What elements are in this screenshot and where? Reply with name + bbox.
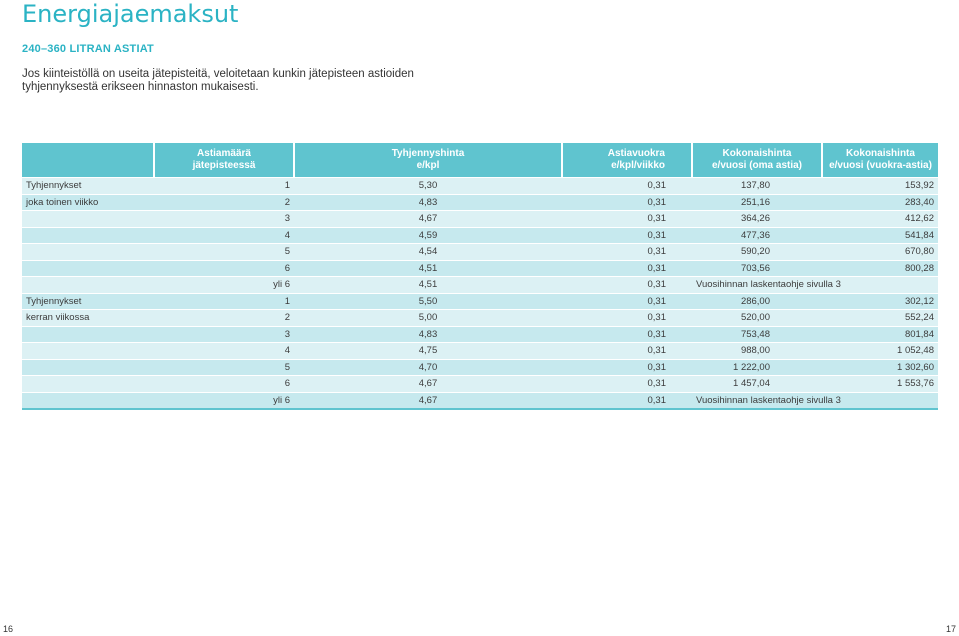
total-own-cell: 477,36 [692,227,822,244]
note-cell: Vuosihinnan laskentaohje sivulla 3 [692,392,938,409]
container-rent-cell: 0,31 [562,359,692,376]
total-own-cell: 364,26 [692,211,822,228]
table-row [22,343,938,360]
container-rent-cell: 0,31 [562,227,692,244]
section-subtitle: 240–360 LITRAN ASTIAT [22,43,154,55]
total-own-cell: 753,48 [692,326,822,343]
total-own-cell: 286,00 [692,293,822,310]
total-rent-cell: 552,24 [822,310,938,327]
table-row [22,359,938,376]
emptying-price-cell: 4,51 [294,277,562,294]
total-own-cell: 1 222,00 [692,359,822,376]
emptying-price-cell: 4,70 [294,359,562,376]
emptying-price-cell: 5,00 [294,310,562,327]
table-row [22,211,938,228]
header-line: jätepisteessä [192,160,256,171]
table-row [22,293,938,310]
page-number-right: 17 [945,624,956,634]
fee-table [22,143,938,410]
header-line: e/vuosi (oma astia) [711,160,803,171]
header-total-rent [822,143,938,178]
header-container-rent [562,143,692,178]
header-line: e/vuosi (vuokra-astia) [829,160,932,171]
container-count-cell: 4 [154,343,294,360]
container-count-cell: 3 [154,326,294,343]
emptying-price-cell: 4,75 [294,343,562,360]
container-count-cell: 6 [154,376,294,393]
header-emptying-price [294,143,562,178]
row-label-cell [22,343,154,360]
container-count-cell: 2 [154,194,294,211]
container-rent-cell: 0,31 [562,178,692,195]
total-rent-cell: 283,40 [822,194,938,211]
container-rent-cell: 0,31 [562,343,692,360]
emptying-price-cell: 4,59 [294,227,562,244]
container-rent-cell: 0,31 [562,260,692,277]
header-line: Astiavuokra [607,148,665,159]
row-label-cell: Tyhjennykset [22,293,154,310]
container-rent-cell: 0,31 [562,211,692,228]
table-row [22,244,938,261]
total-rent-cell: 1 052,48 [822,343,938,360]
total-rent-cell: 800,28 [822,260,938,277]
emptying-price-cell: 5,30 [294,178,562,195]
total-rent-cell: 153,92 [822,178,938,195]
header-line: Kokonaishinta [722,148,792,159]
emptying-price-cell: 4,67 [294,392,562,409]
row-label-cell: joka toinen viikko [22,194,154,211]
container-rent-cell: 0,31 [562,293,692,310]
table-row [22,260,938,277]
row-label-cell [22,359,154,376]
table-row [22,178,938,195]
container-rent-cell: 0,31 [562,194,692,211]
container-count-cell: 1 [154,293,294,310]
row-label-cell [22,277,154,294]
container-count-cell: 4 [154,227,294,244]
header-line: e/kpl [416,160,440,171]
container-count-cell: yli 6 [154,392,294,409]
header-empty [22,143,154,178]
emptying-price-cell: 4,67 [294,376,562,393]
container-count-cell: 3 [154,211,294,228]
total-own-cell: 137,80 [692,178,822,195]
emptying-price-cell: 4,54 [294,244,562,261]
total-own-cell: 703,56 [692,260,822,277]
row-label-cell [22,227,154,244]
container-rent-cell: 0,31 [562,277,692,294]
total-rent-cell: 412,62 [822,211,938,228]
table-row [22,376,938,393]
table-row [22,310,938,327]
note-cell: Vuosihinnan laskentaohje sivulla 3 [692,277,938,294]
total-own-cell: 1 457,04 [692,376,822,393]
header-line: e/kpl/viikko [611,160,665,171]
row-label-cell [22,392,154,409]
container-rent-cell: 0,31 [562,392,692,409]
container-rent-cell: 0,31 [562,244,692,261]
emptying-price-cell: 4,67 [294,211,562,228]
container-count-cell: 5 [154,244,294,261]
row-label-cell [22,326,154,343]
emptying-price-cell: 4,83 [294,326,562,343]
table-header-row [22,143,938,178]
header-total-own [692,143,822,178]
intro-paragraph: Jos kiinteistöllä on useita jätepisteitä, veloitetaan kunkin jätepisteen astioiden tyhjennyksestä erikseen hinnaston mukaisesti. [22,68,414,93]
total-rent-cell: 1 553,76 [822,376,938,393]
total-rent-cell: 541,84 [822,227,938,244]
table-row [22,227,938,244]
total-own-cell: 520,00 [692,310,822,327]
row-label-cell: kerran viikossa [22,310,154,327]
total-own-cell: 251,16 [692,194,822,211]
container-count-cell: 1 [154,178,294,195]
container-count-cell: yli 6 [154,277,294,294]
row-label-cell: Tyhjennykset [22,178,154,195]
total-rent-cell: 670,80 [822,244,938,261]
header-line: Kokonaishinta [846,148,915,159]
row-label-cell [22,260,154,277]
emptying-price-cell: 4,51 [294,260,562,277]
page-title: Energiajaemaksut [22,0,239,28]
total-rent-cell: 302,12 [822,293,938,310]
container-count-cell: 2 [154,310,294,327]
emptying-price-cell: 4,83 [294,194,562,211]
page-number-left: 16 [3,624,14,634]
header-line: Tyhjennyshinta [391,148,465,159]
container-rent-cell: 0,31 [562,310,692,327]
container-count-cell: 5 [154,359,294,376]
container-rent-cell: 0,31 [562,326,692,343]
row-label-cell [22,211,154,228]
table-row [22,326,938,343]
container-count-cell: 6 [154,260,294,277]
row-label-cell [22,376,154,393]
total-rent-cell: 1 302,60 [822,359,938,376]
row-label-cell [22,244,154,261]
container-rent-cell: 0,31 [562,376,692,393]
table-row [22,194,938,211]
header-line: Astiamäärä [197,148,251,159]
total-rent-cell: 801,84 [822,326,938,343]
table-row [22,277,938,294]
total-own-cell: 988,00 [692,343,822,360]
total-own-cell: 590,20 [692,244,822,261]
table-row [22,392,938,409]
emptying-price-cell: 5,50 [294,293,562,310]
header-container-count [154,143,294,178]
